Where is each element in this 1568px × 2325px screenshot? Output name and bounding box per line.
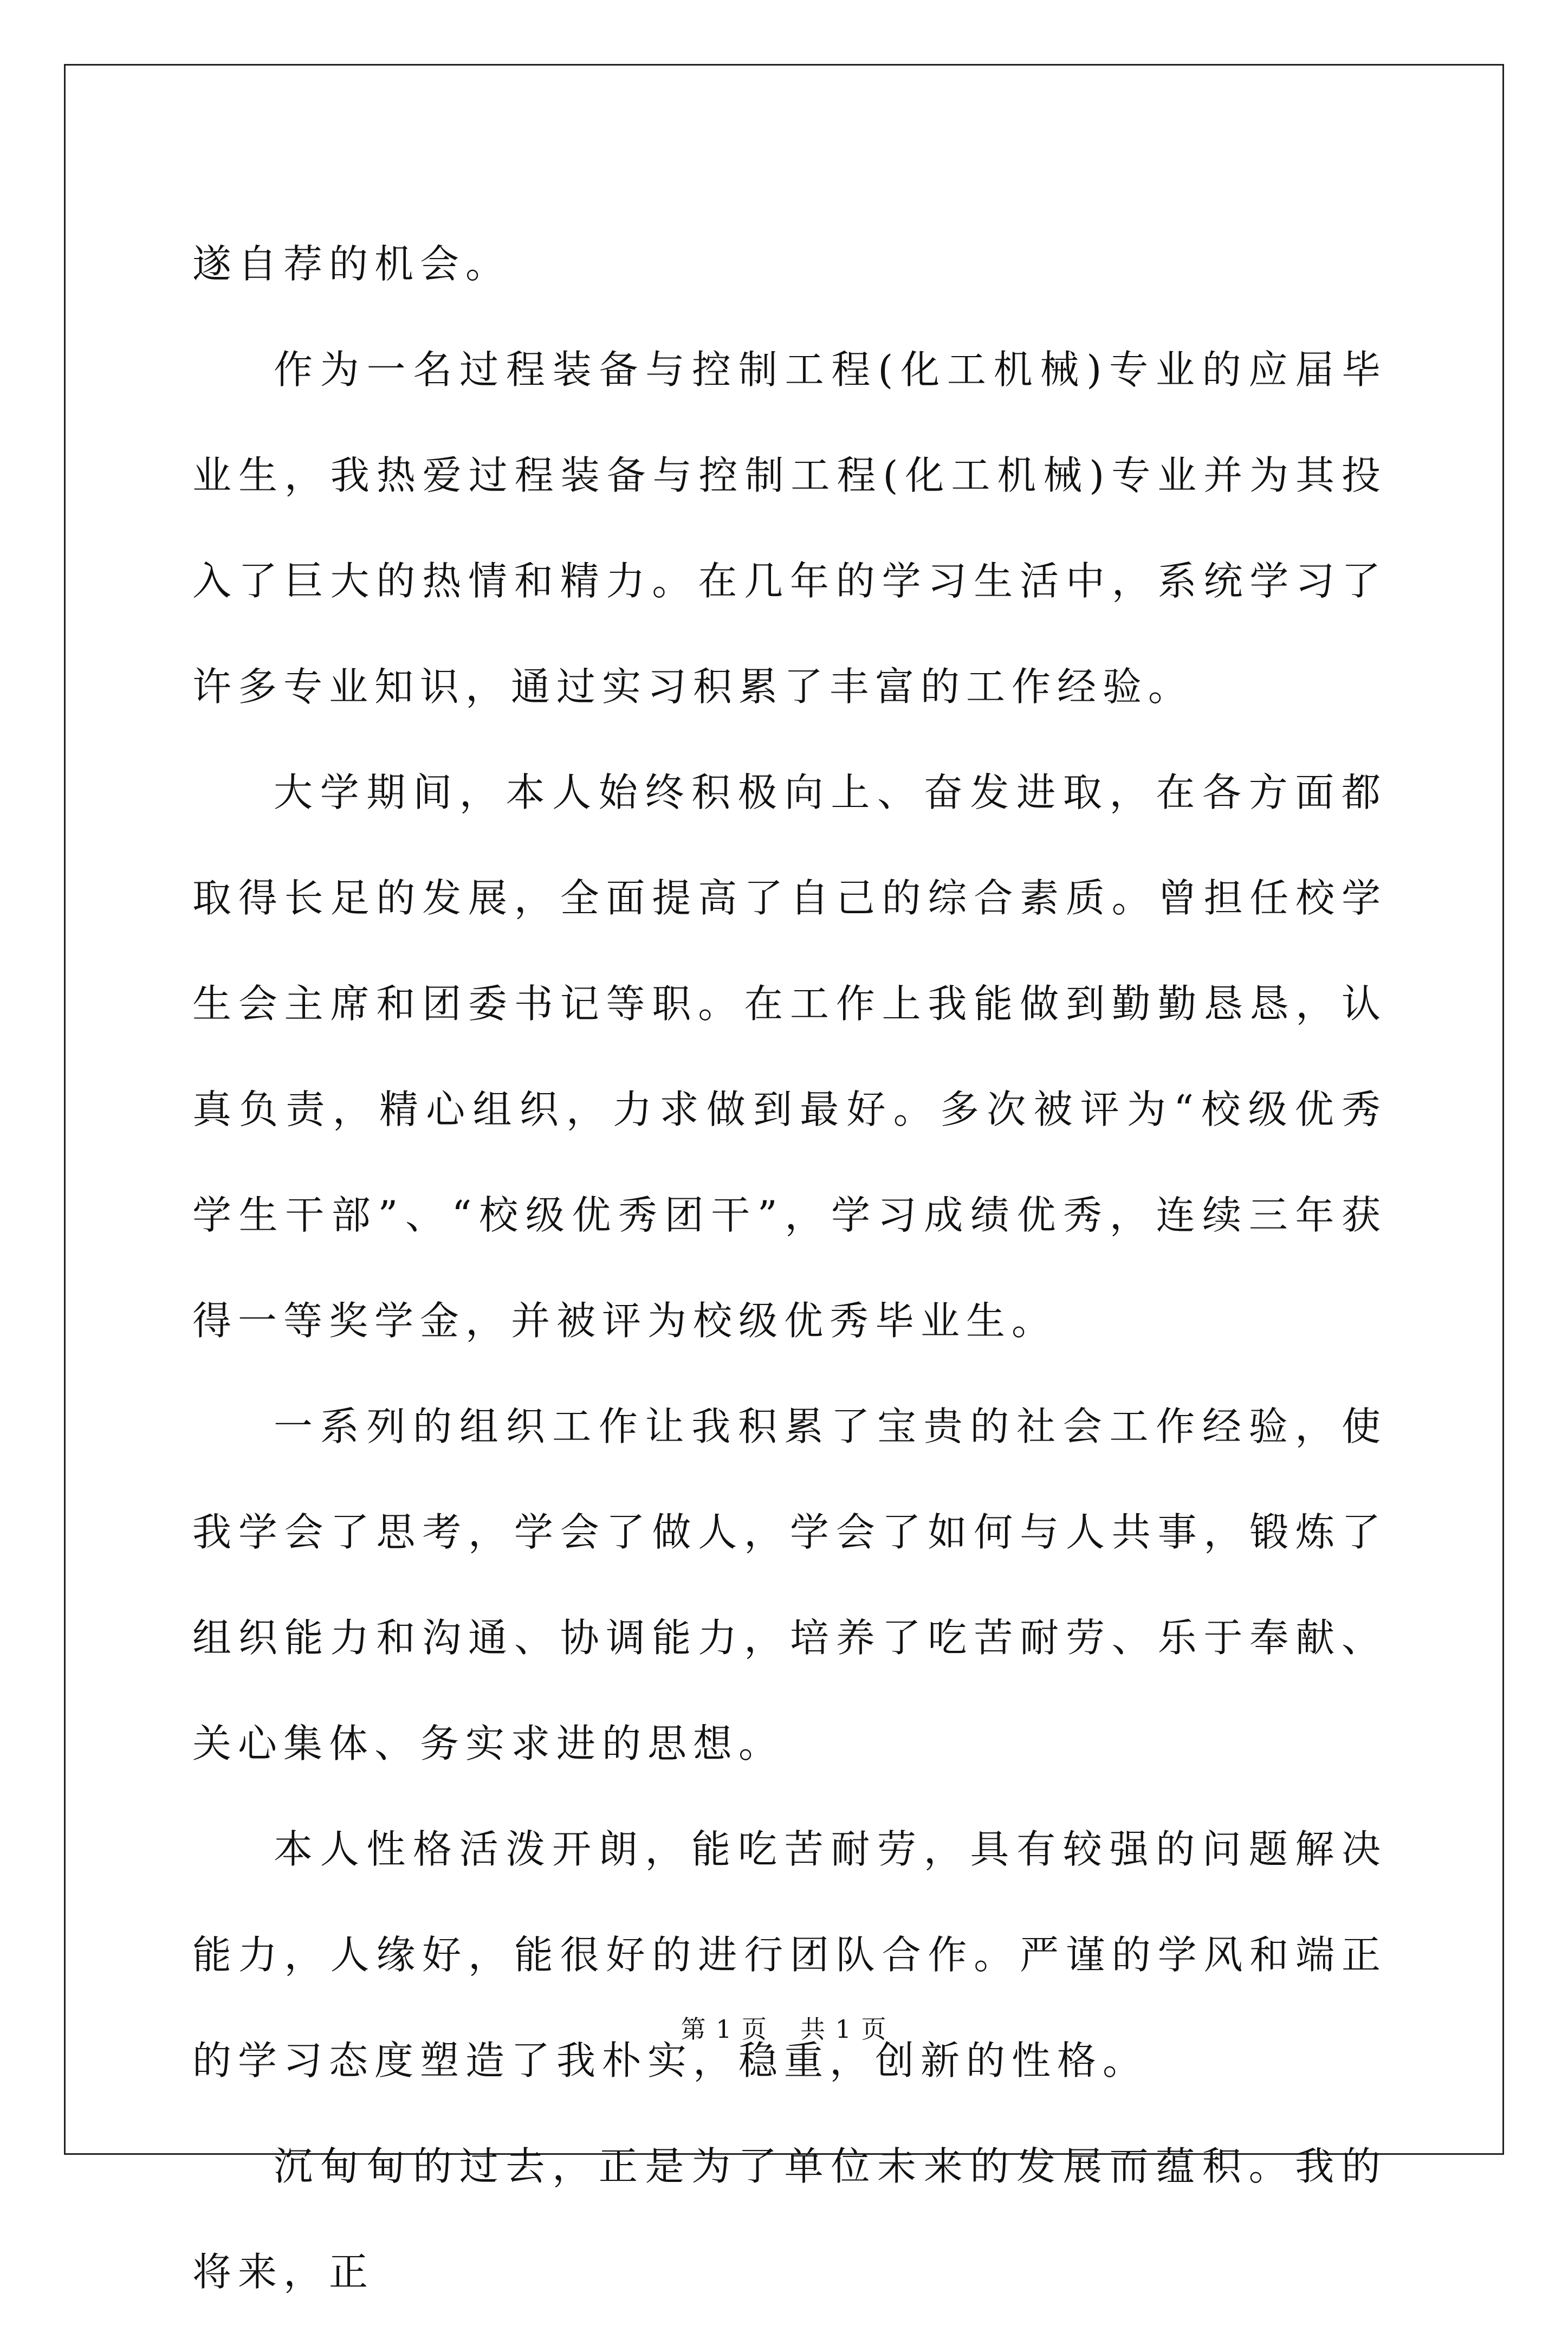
paragraph-personality: 本人性格活泼开朗，能吃苦耐劳，具有较强的问题解决能力，人缘好，能很好的进行团队合作。严谨的学风和端正的学习态度塑造了我朴实，稳重，创新的性格。	[192, 1826, 1387, 2083]
page-total: 共 1 页	[800, 2014, 887, 2044]
paragraph-experience: 一系列的组织工作让我积累了宝贵的社会工作经验，使我学会了思考，学会了做人，学会了如何与人共事，锻炼了组织能力和沟通、协调能力，培养了吃苦耐劳、乐于奉献、关心集体、务实求进的思想。	[192, 1404, 1387, 1766]
paragraph-major: 作为一名过程装备与控制工程(化工机械)专业的应届毕业生，我热爱过程装备与控制工程(化工机械)专业并为其投入了巨大的热情和精力。在几年的学习生活中，系统学习了许多专业知识，通过实习积累了丰富的工作经验。	[192, 347, 1387, 709]
paragraph-future: 沉甸甸的过去，正是为了单位未来的发展而蕴积。我的将来，正	[192, 2143, 1387, 2295]
paragraph-continuation: 遂自荐的机会。	[192, 241, 511, 287]
page-number: 第 1 页	[681, 2014, 768, 2044]
paragraph-university: 大学期间，本人始终积极向上、奋发进取，在各方面都取得长足的发展，全面提高了自己的综合素质。曾担任校学生会主席和团委书记等职。在工作上我能做到勤勤恳恳，认真负责，精心组织，力求做到最好。多次被评为“校级优秀学生干部”、“校级优秀团干”，学习成绩优秀，连续三年获得一等奖学金，并被评为校级优秀毕业生。	[192, 770, 1387, 1344]
page-footer	[0, 2010, 1568, 2045]
document-body	[192, 211, 1387, 2325]
